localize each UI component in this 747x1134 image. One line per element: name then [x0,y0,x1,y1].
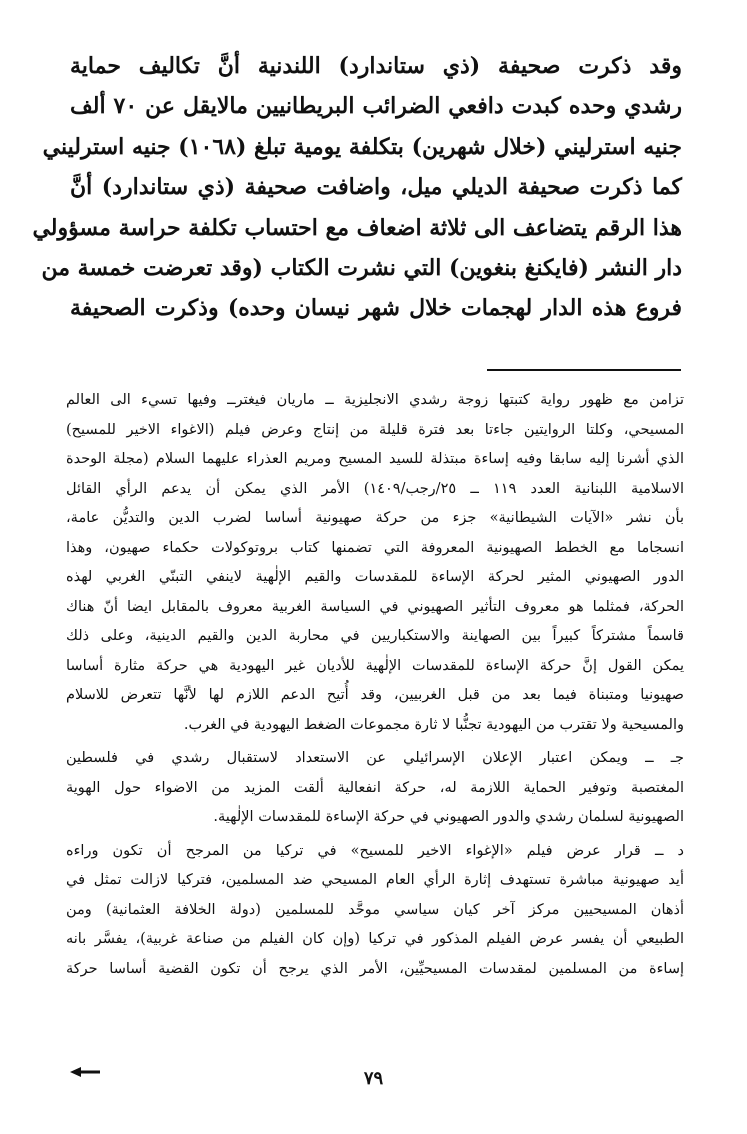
footnote-line: قاسماً مشتركاً كبيراً بين الصهاينة والاستكباريين في محاربة الدين والقيم الدينية، وعلى ذلك [66,628,684,644]
footnote-line: بأن نشر «الآيات الشيطانية» جزء من حركة صهيونية أساسا لضرب الدين والتديُّن عامة، [66,510,684,526]
page-number: ٧٩ [363,1068,384,1089]
footnote-line: الصهيونية لسلمان رشدي والدور الصهيوني في حركة الإساءة للمقدسات الإلٰهية. [213,809,684,825]
footnote-line: والمسيحية ولا تقترب من اليهودية تجنُّبا لا ثارة مجموعات الضغط اليهودية في الغرب. [183,716,684,733]
footnote-line: تزامن مع ظهور رواية كتبتها زوجة رشدي الانجليزية ــ ماريان فيغترــ وفيها تسيء الى العالم [66,392,684,408]
footnote-separator [487,369,681,371]
main-line: رشدي وحده كبدت دافعي الضرائب البريطانيين مالايقل عن ٧٠ ألف [70,93,682,120]
note-dal [66,837,684,985]
footnote-line: الدور الصهيوني المثير لحركة الإساءة للمقدسات والقيم الإلٰهية لاينفي التبنّي الغربي لهذه [66,569,684,585]
footnote-line: الطبيعي أن يفسر عرض الفيلم المذكور في تركيا (وإن كان الفيلم من صناعة غربية)، يفسَّر بانه [66,931,684,947]
footnote-line: الذي أشرنا إليه سابقا وفيه إساءة مبتذلة للسيد المسيح ومريم العذراء عليهما السلام (مجلة الوحدة [66,451,684,467]
main-line: وقد ذكرت صحيفة (ذي ستاندارد) اللندنية أنَّ تكاليف حماية [70,53,682,79]
main-line: هذا الرقم يتضاعف الى ثلاثة اضعاف مع احتساب تكلفة حراسة مسؤولي [32,214,682,241]
footnote-continuation [66,386,684,740]
footnote-line: إساءة من المسلمين لمقدسات المسيحيِّين، الأمر الذي يرجح أن تكون القضية أساسا حركة [66,960,684,977]
footnote-line: انسجاما مع الخطط الصهيونية المعروفة التي تضمنها كتاب بروتوكولات حكماء صهيون، وهذا [66,539,684,556]
footnote-line: د ــ قرار عرض فيلم «الإغواء الاخير للمسيح» في تركيا من المرجح أن تكون وراءه [66,842,684,859]
footnotes [66,386,684,984]
footnote-line: صهيونيا ومتبناة فيما بعد من قبل الغربيين، وقد أُتيح الدعم اللازم لها لأنَّها تتعرض للاسلام [66,687,684,703]
main-line: دار النشر (فايكنغ بنغوين) التي نشرت الكتاب (وقد تعرضت خمسة من [41,255,682,282]
footnote-line: المغتصبة وتوفير الحماية اللازمة له، حركة انفعالية ألقت المزيد من الاضواء حول الهوية [66,779,684,796]
footnote-line: يمكن القول إنَّ حركة الإساءة للمقدسات الإلٰهية للأديان غير اليهودية هي حركة مثارة أساسا [66,657,684,674]
footnote-line: أيد صهيونية مباشرة تستهدف إثارة الرأي العام المسيحي ضد المسلمين، فتركيا لازالت تمثل في [66,872,684,888]
main-paragraph [32,46,682,329]
main-line: كما ذكرت صحيفة الديلي ميل، واضافت صحيفة (ذي ستاندارد) أنَّ [70,174,682,201]
footnote-line: المسيحي، وكلتا الروايتين جاءتا بعد فترة قليلة من إنتاج وعرض فيلم (الاغواء الاخير للمسيح) [66,421,684,438]
note-jeem [66,744,684,833]
footnote-line: جـ ــ ويمكن اعتبار الإعلان الإسرائيلي عن الاستعداد لاستقبال رشدي في فلسطين [66,750,684,766]
main-line: فروع هذه الدار لهجمات خلال شهر نيسان وحده) وذكرت الصحيفة [70,295,682,322]
footnote-line: أذهان المسيحيين مركز آخر كيان سياسي موحَّد للمسلمين (دولة الخلافة العثمانية) ومن [66,901,684,918]
footnote-line: الحركة، فمثلما هو معروف التأثير الصهيوني في السياسة الغربية معروف بالمقابل ايضا أنّ هناك [66,598,684,615]
footnote-line: الاسلامية اللبنانية العدد ١١٩ ــ ٢٥/رجب/١٤٠٩) الأمر الذي يمكن أن يدعم الرأي القائل [66,480,685,497]
main-line: جنيه استرليني (خلال شهرين) بتكلفة يومية تبلغ (١٠٦٨) جنيه استرليني [42,133,682,160]
